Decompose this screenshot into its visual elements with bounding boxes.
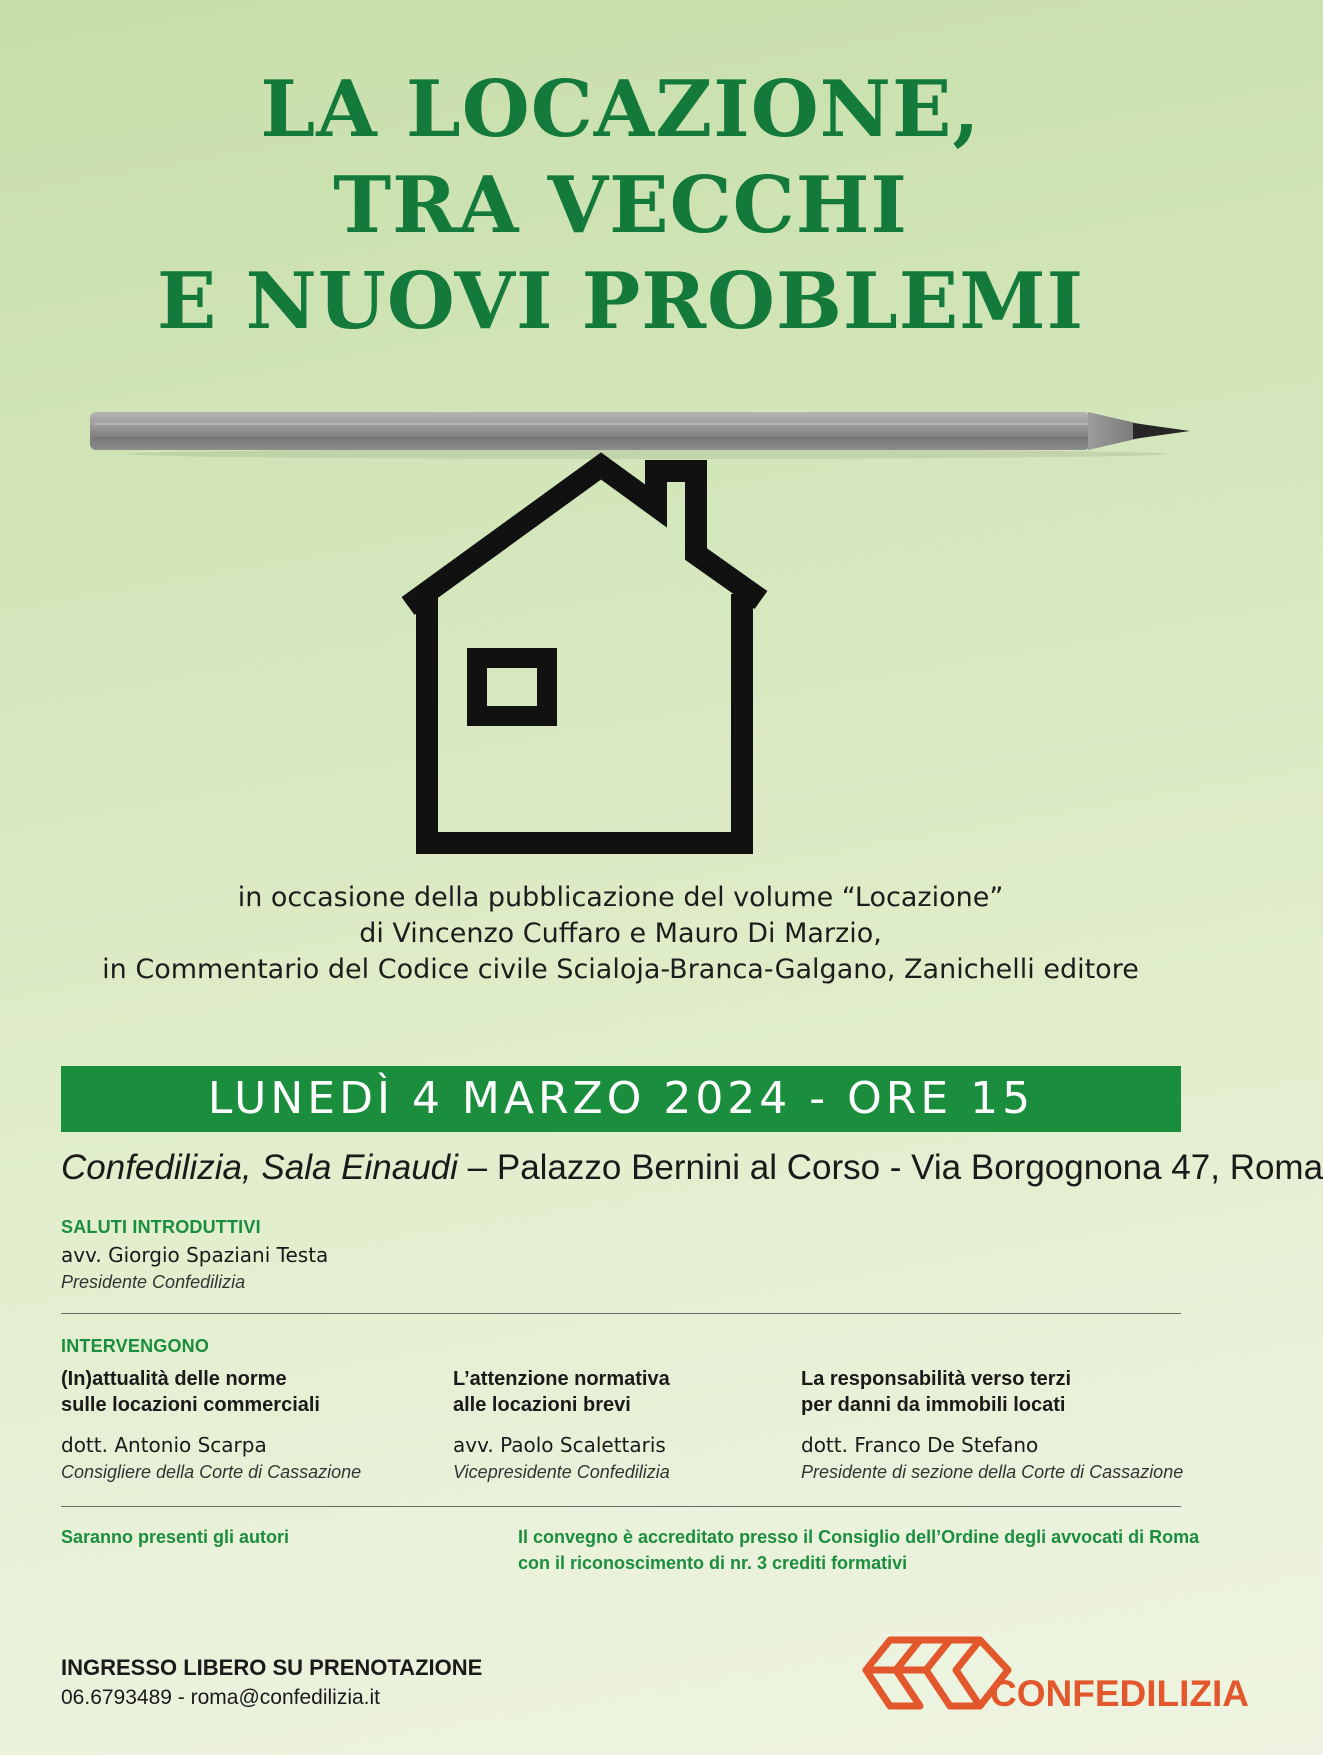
title-line-3: E NUOVI PROBLEMI <box>156 256 1085 347</box>
confedilizia-logo <box>858 1630 1249 1720</box>
speaker-1-topic-line-1: (In)attualità delle norme <box>61 1368 287 1390</box>
publication-info <box>0 880 1241 988</box>
free-entry-notice: INGRESSO LIBERO SU PRENOTAZIONE <box>61 1655 483 1680</box>
house-icon <box>398 458 773 853</box>
accreditation-line-1: Il convegno è accreditato presso il Consiglio dell’Ordine degli avvocati di Roma <box>518 1527 1200 1547</box>
venue-separator: – <box>457 1148 497 1187</box>
authors-note: Saranno presenti gli autori <box>61 1527 290 1547</box>
title-line-2: TRA VECCHI <box>333 160 908 251</box>
speaker-3-name: dott. Franco De Stefano <box>801 1433 1039 1457</box>
divider <box>61 1506 1181 1507</box>
speaker-3-topic-line-2: per danni da immobili locati <box>801 1394 1066 1416</box>
speaker-1-role: Consigliere della Corte di Cassazione <box>61 1462 362 1482</box>
event-date-banner: LUNEDÌ 4 MARZO 2024 - ORE 15 <box>61 1066 1181 1132</box>
event-venue <box>61 1146 1323 1190</box>
divider <box>61 1313 1181 1314</box>
title-line-1: LA LOCAZIONE, <box>260 64 981 155</box>
venue-hall: Confedilizia, Sala Einaudi <box>61 1148 458 1187</box>
saluti-name: avv. Giorgio Spaziani Testa <box>61 1243 329 1267</box>
intervengono-label: INTERVENGONO <box>61 1336 210 1356</box>
subtitle-line-3: in Commentario del Codice civile Scialoja-Branca-Galgano, Zanichelli editore <box>102 954 1139 985</box>
speaker-2-role: Vicepresidente Confedilizia <box>453 1462 670 1482</box>
logo-wordmark: CONFEDILIZIA <box>990 1673 1249 1714</box>
contact-info[interactable]: 06.6793489 - roma@confedilizia.it <box>61 1686 380 1709</box>
speaker-1-topic-line-2: sulle locazioni commerciali <box>61 1394 320 1416</box>
event-title <box>0 62 1241 350</box>
speaker-3-role: Presidente di sezione della Corte di Cassazione <box>801 1462 1184 1482</box>
speaker-2-name: avv. Paolo Scalettaris <box>453 1433 666 1457</box>
speaker-2-topic-line-2: alle locazioni brevi <box>453 1394 631 1416</box>
subtitle-line-2: di Vincenzo Cuffaro e Mauro Di Marzio, <box>359 918 882 949</box>
saluti-label: SALUTI INTRODUTTIVI <box>61 1217 261 1237</box>
speaker-1-name: dott. Antonio Scarpa <box>61 1433 267 1457</box>
venue-address: Palazzo Bernini al Corso - Via Borgognona 47, Roma <box>496 1148 1323 1187</box>
saluti-role: Presidente Confedilizia <box>61 1272 246 1292</box>
accreditation-line-2: con il riconoscimento di nr. 3 crediti formativi <box>518 1553 908 1573</box>
subtitle-line-1: in occasione della pubblicazione del volume “Locazione” <box>237 882 1004 913</box>
speaker-3-topic-line-1: La responsabilità verso terzi <box>801 1368 1072 1390</box>
speaker-2-topic-line-1: L’attenzione normativa <box>453 1368 670 1390</box>
pencil-image <box>88 400 1198 460</box>
